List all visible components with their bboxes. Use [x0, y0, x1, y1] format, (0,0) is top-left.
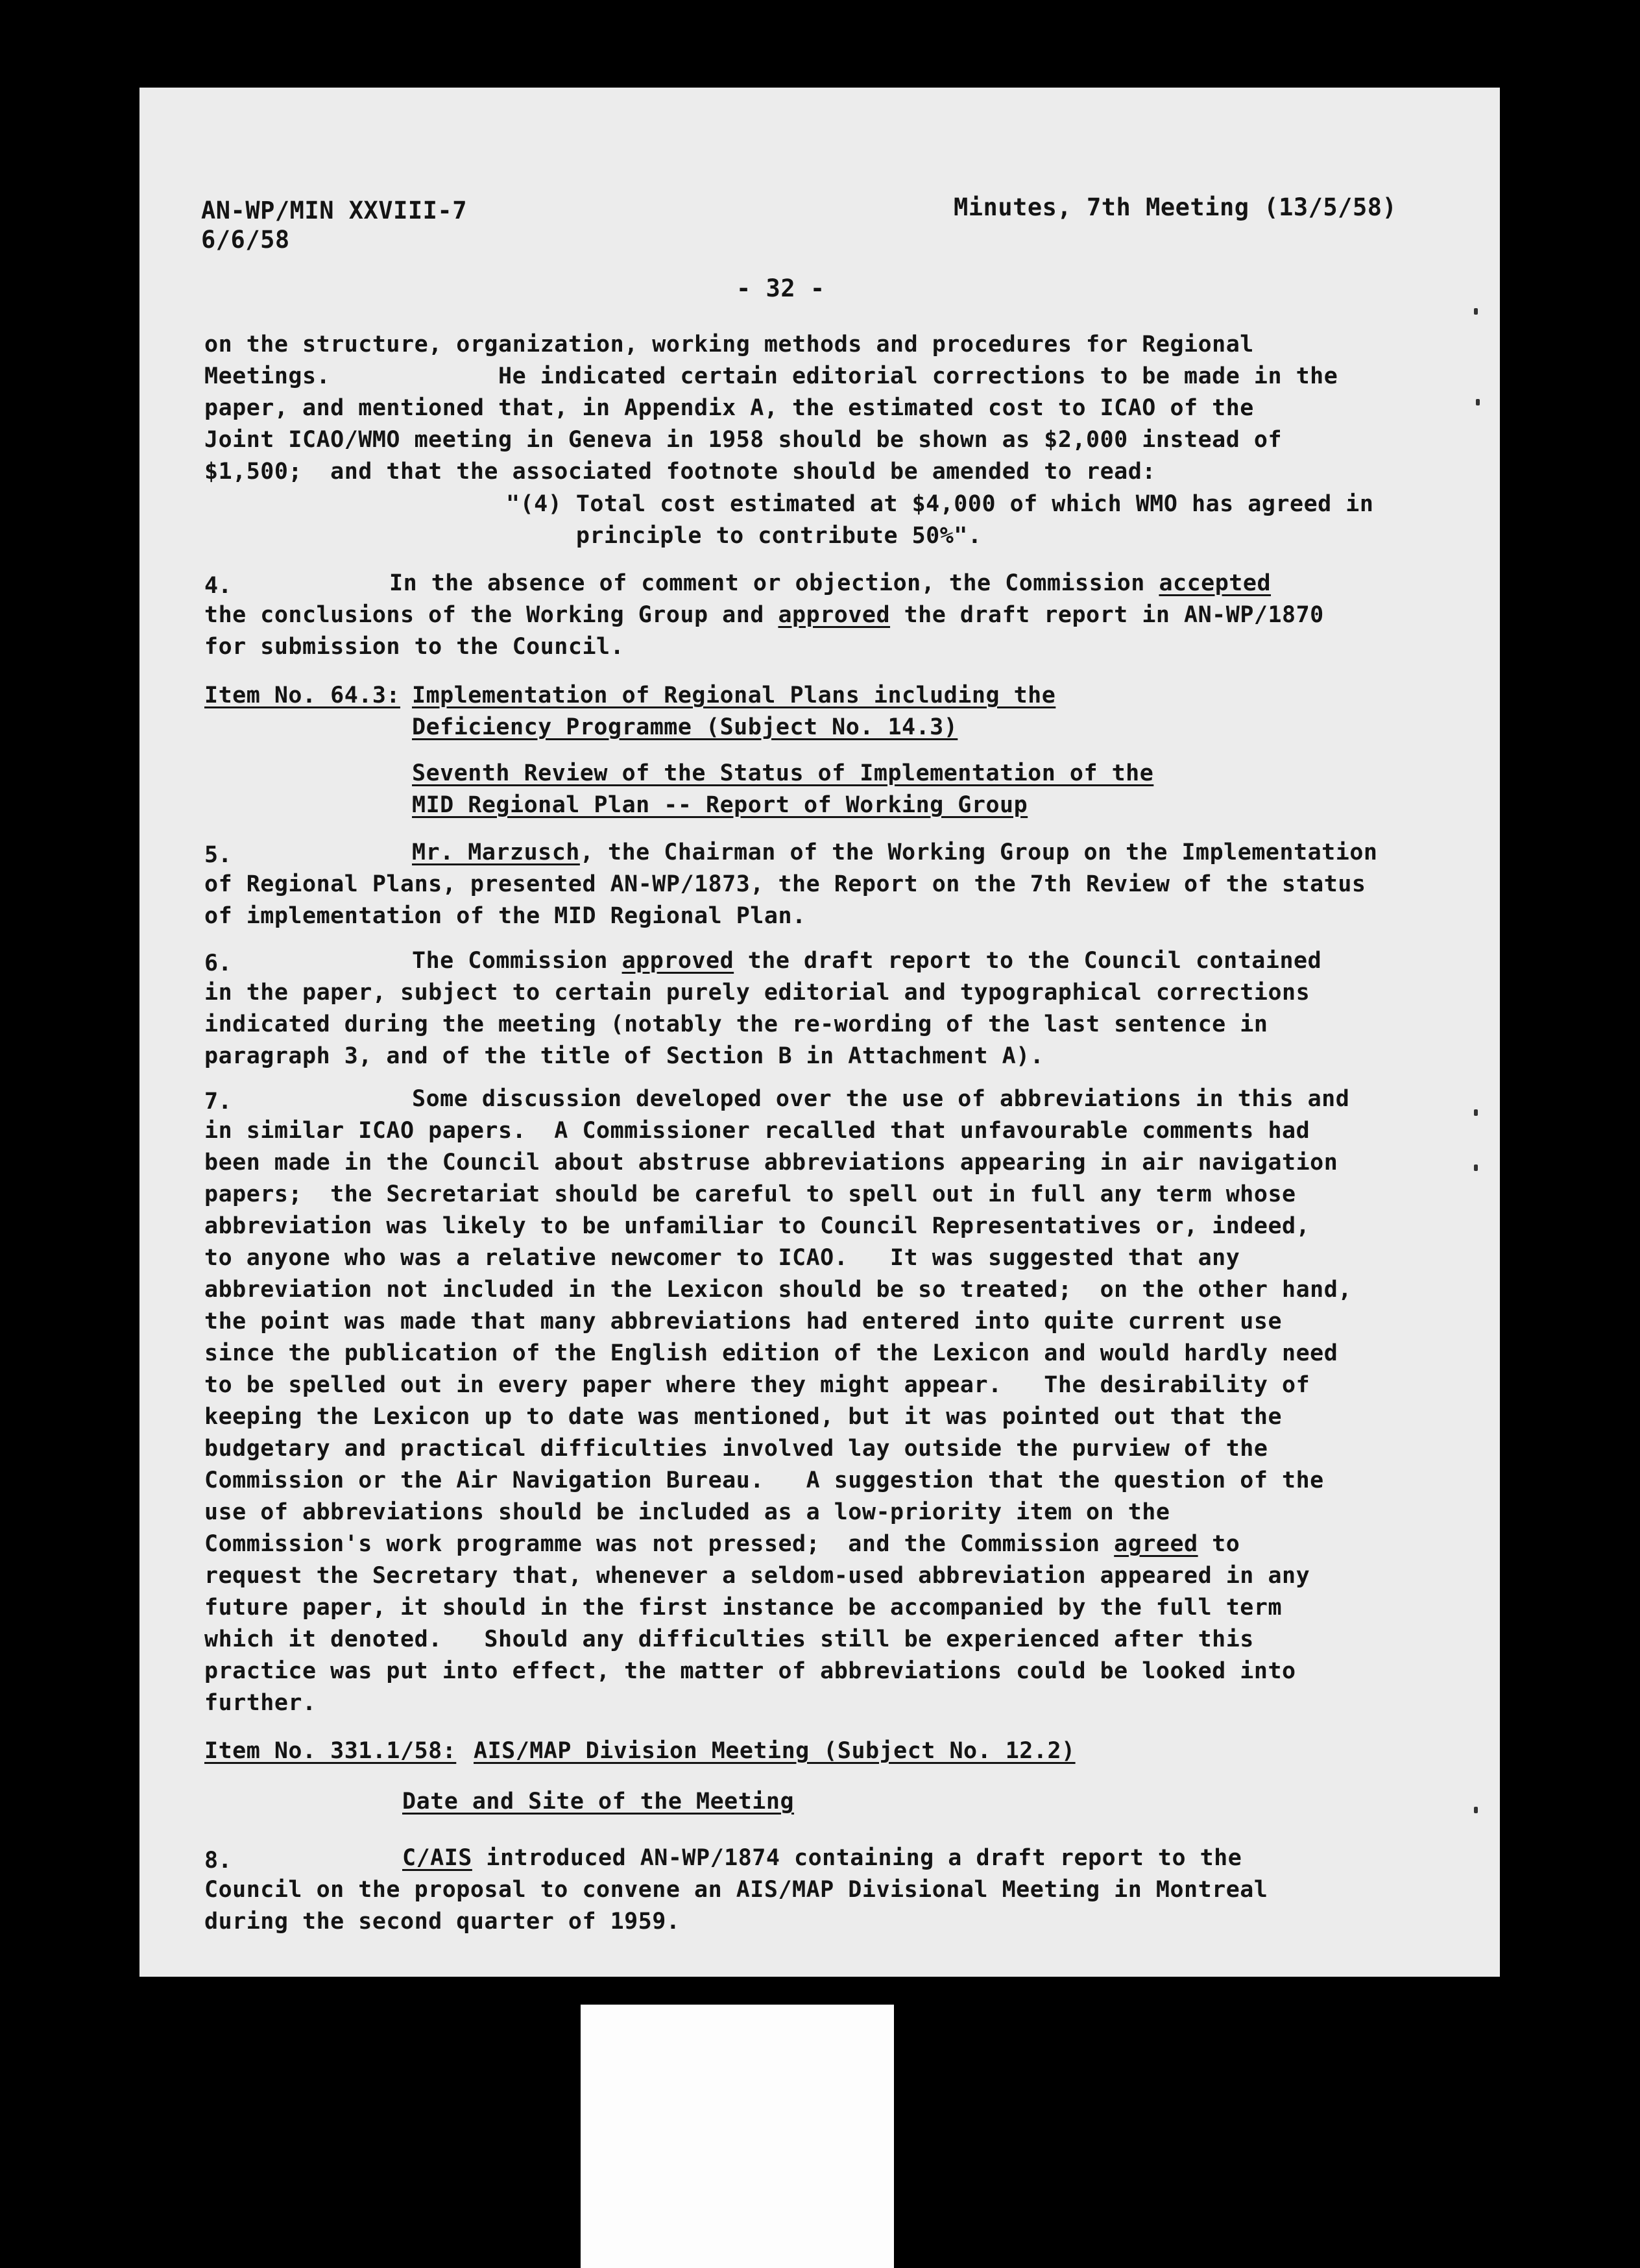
text-line: practice was put into effect, the matter of abbreviations could be looked into	[204, 1658, 1296, 1684]
text-line: indicated during the meeting (notably the re-wording of the last sentence in	[204, 1011, 1268, 1037]
text-line: to be spelled out in every paper where they might appear. The desirability of	[204, 1372, 1310, 1398]
text-line: paragraph 3, and of the title of Section B in Attachment A).	[204, 1043, 1044, 1069]
text-line: for submission to the Council.	[204, 634, 625, 660]
blank-card	[581, 2005, 894, 2268]
text-line: budgetary and practical difficulties involved lay outside the purview of the	[204, 1436, 1268, 1462]
text-line: keeping the Lexicon up to date was mentioned, but it was pointed out that the	[204, 1404, 1283, 1430]
text-line: of implementation of the MID Regional Plan.	[204, 903, 806, 929]
document-page	[139, 88, 1500, 1977]
text-line: Seventh Review of the Status of Implementation of the	[412, 760, 1154, 786]
text-line: The Commission approved the draft report to the Council contained	[412, 948, 1322, 974]
intro-paragraph	[204, 329, 1489, 488]
footnote-quote	[506, 489, 1479, 552]
text-line: on the structure, organization, working methods and procedures for Regional	[204, 332, 1254, 357]
text-line: in the paper, subject to certain purely editorial and typographical corrections	[204, 980, 1310, 1006]
text-line: the point was made that many abbreviations had entered into quite current use	[204, 1309, 1283, 1334]
text-line: been made in the Council about abstruse abbreviations appearing in air navigation	[204, 1150, 1338, 1176]
doc-date: 6/6/58	[201, 226, 290, 254]
text-line: in similar ICAO papers. A Commissioner recalled that unfavourable comments had	[204, 1118, 1310, 1144]
text-line: paper, and mentioned that, in Appendix A, the estimated cost to ICAO of the	[204, 395, 1254, 421]
text-line: abbreviation was likely to be unfamiliar to Council Representatives or, indeed,	[204, 1213, 1310, 1239]
text-line: In the absence of comment or objection, the Commission accepted	[389, 570, 1272, 596]
item-label: Item No. 64.3:	[204, 682, 401, 708]
paragraph-number: 4.	[204, 573, 232, 599]
text-line: since the publication of the English edition of the Lexicon and would hardly need	[204, 1340, 1338, 1366]
text-line: papers; the Secretariat should be careful to spell out in full any term whose	[204, 1181, 1296, 1207]
text-line: to anyone who was a relative newcomer to ICAO. It was suggested that any	[204, 1245, 1240, 1271]
doc-reference: AN-WP/MIN XXVIII-7	[201, 197, 467, 224]
text-line: Commission or the Air Navigation Bureau. A suggestion that the question of the	[204, 1467, 1324, 1493]
item-label: Item No. 331.1/58:	[204, 1738, 457, 1764]
text-line: "(4) Total cost estimated at $4,000 of which WMO has agreed in	[506, 491, 1374, 517]
text-line: future paper, it should in the first instance be accompanied by the full term	[204, 1595, 1283, 1621]
text-line: $1,500; and that the associated footnote should be amended to read:	[204, 459, 1156, 485]
scan-mark	[1474, 1164, 1478, 1171]
text-line: Implementation of Regional Plans including the	[412, 682, 1056, 708]
scan-mark	[1476, 399, 1480, 405]
text-line: the conclusions of the Working Group and approved the draft report in AN-WP/1870	[204, 602, 1324, 628]
scan-mark	[1474, 308, 1478, 315]
doc-title: Minutes, 7th Meeting (13/5/58)	[954, 193, 1397, 221]
text-line: Council on the proposal to convene an AIS/MAP Divisional Meeting in Montreal	[204, 1877, 1268, 1903]
text-line: of Regional Plans, presented AN-WP/1873, the Report on the 7th Review of the status	[204, 871, 1366, 897]
paragraph-number: 6.	[204, 950, 232, 976]
scan-mark	[1474, 1807, 1478, 1813]
text-line: use of abbreviations should be included as a low-priority item on the	[204, 1499, 1170, 1525]
paragraph-7	[204, 1083, 1489, 1719]
paragraph-number: 8.	[204, 1848, 232, 1874]
text-line: MID Regional Plan -- Report of Working Group	[412, 792, 1028, 818]
paragraph-6	[204, 945, 1489, 1072]
text-line: Mr. Marzusch, the Chairman of the Working Group on the Implementation	[412, 839, 1378, 865]
text-line: Deficiency Programme (Subject No. 14.3)	[412, 714, 958, 740]
scan-mark	[1474, 1109, 1478, 1116]
text-line: principle to contribute 50%".	[506, 523, 982, 549]
text-line: Joint ICAO/WMO meeting in Geneva in 1958 should be shown as $2,000 instead of	[204, 427, 1283, 453]
paragraph-8	[204, 1842, 1489, 1938]
text-line: which it denoted. Should any difficulties still be experienced after this	[204, 1626, 1254, 1652]
item-title: AIS/MAP Division Meeting (Subject No. 12.2)	[474, 1738, 1076, 1764]
text-line: further.	[204, 1690, 317, 1716]
paragraph-4	[204, 568, 1489, 663]
text-line: request the Secretary that, whenever a seldom-used abbreviation appeared in any	[204, 1563, 1310, 1589]
text-line: during the second quarter of 1959.	[204, 1909, 681, 1935]
paragraph-number: 5.	[204, 842, 232, 868]
text-line: Some discussion developed over the use of abbreviations in this and	[412, 1086, 1350, 1112]
page-number: - 32 -	[736, 274, 825, 302]
text-line: C/AIS introduced AN-WP/1874 containing a draft report to the	[402, 1845, 1242, 1871]
text-line: Meetings. He indicated certain editorial corrections to be made in the	[204, 363, 1338, 389]
paragraph-5	[204, 837, 1489, 932]
text-line: Commission's work programme was not pressed; and the Commission agreed to	[204, 1531, 1240, 1557]
item-subtitle: Date and Site of the Meeting	[402, 1789, 795, 1815]
item-title	[412, 680, 1450, 743]
text-line: abbreviation not included in the Lexicon should be so treated; on the other hand,	[204, 1277, 1352, 1303]
paragraph-number: 7.	[204, 1089, 232, 1115]
item-subtitle	[412, 758, 1450, 821]
